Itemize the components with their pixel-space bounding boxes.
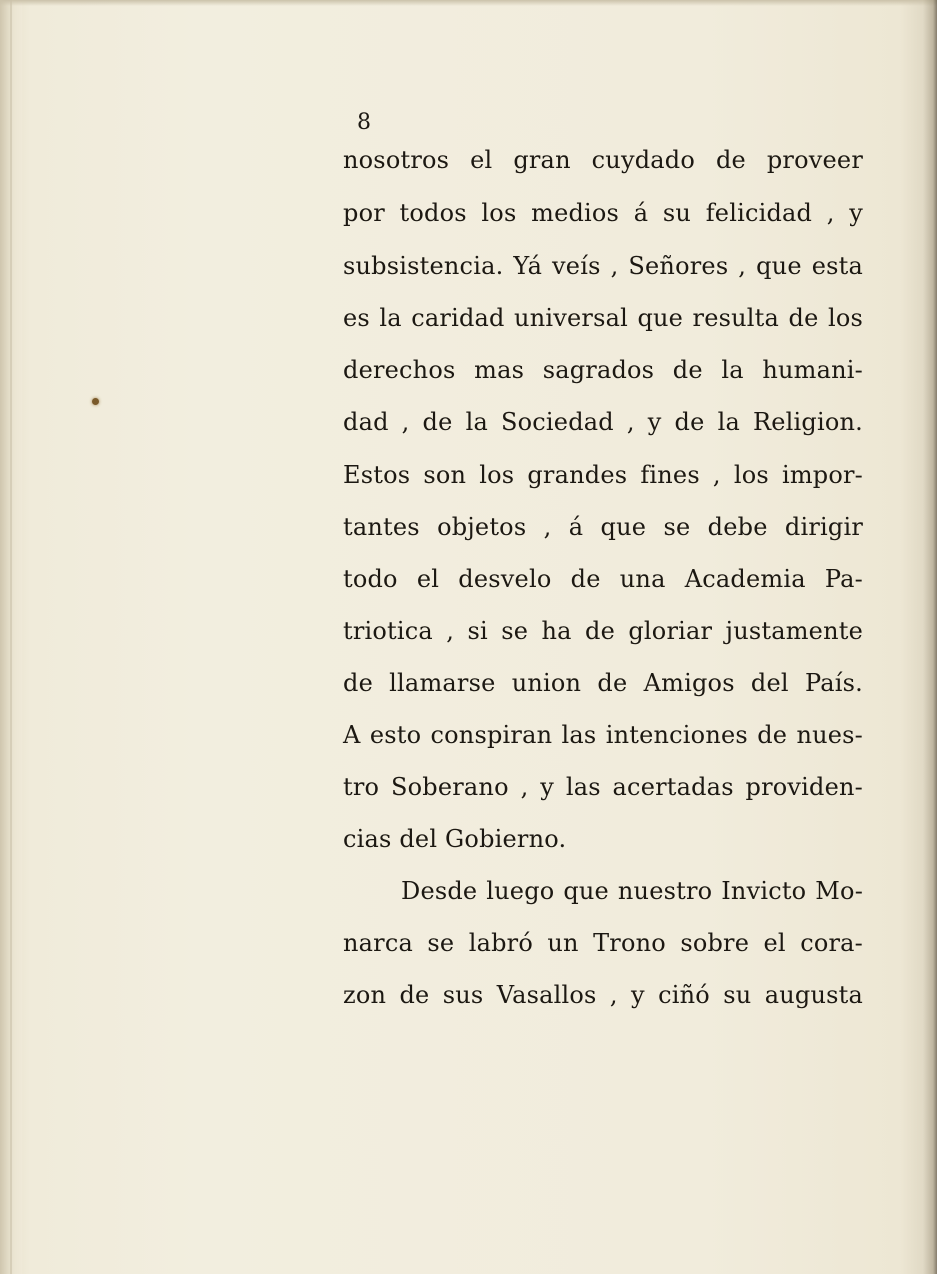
text-line: cias del Gobierno. [343,825,567,853]
text-line: subsistencia. Yá veís , Señores , que esta [343,252,863,280]
text-line: triotica , si se ha de gloriar justamente [343,617,863,645]
text-line: de llamarse union de Amigos del País. [343,669,863,697]
page-right-shadow [923,0,937,1274]
text-line: zon de sus Vasallos , y ciñó su augusta [343,981,863,1009]
page-number: 8 [357,110,371,135]
page-gutter-edge [0,0,22,1274]
text-line: Desde luego que nuestro Invicto Mo- [401,877,863,905]
text-line: derechos mas sagrados de la humani- [343,356,863,384]
text-line: A esto conspiran las intenciones de nues- [343,721,863,749]
text-line: todo el desvelo de una Academia Pa- [343,565,863,593]
text-line: dad , de la Sociedad , y de la Religion. [343,408,863,436]
text-line: tantes objetos , á que se debe dirigir [343,513,863,541]
page-top-edge [0,0,937,6]
text-line: por todos los medios á su felicidad , y [343,199,863,227]
paper-stain [92,398,99,405]
text-line: Estos son los grandes fines , los impor- [343,461,863,489]
text-line: tro Soberano , y las acertadas providen- [343,773,863,801]
text-line: narca se labró un Trono sobre el cora- [343,929,863,957]
text-line: nosotros el gran cuydado de proveer [343,146,863,174]
text-line: es la caridad universal que resulta de los [343,304,863,332]
